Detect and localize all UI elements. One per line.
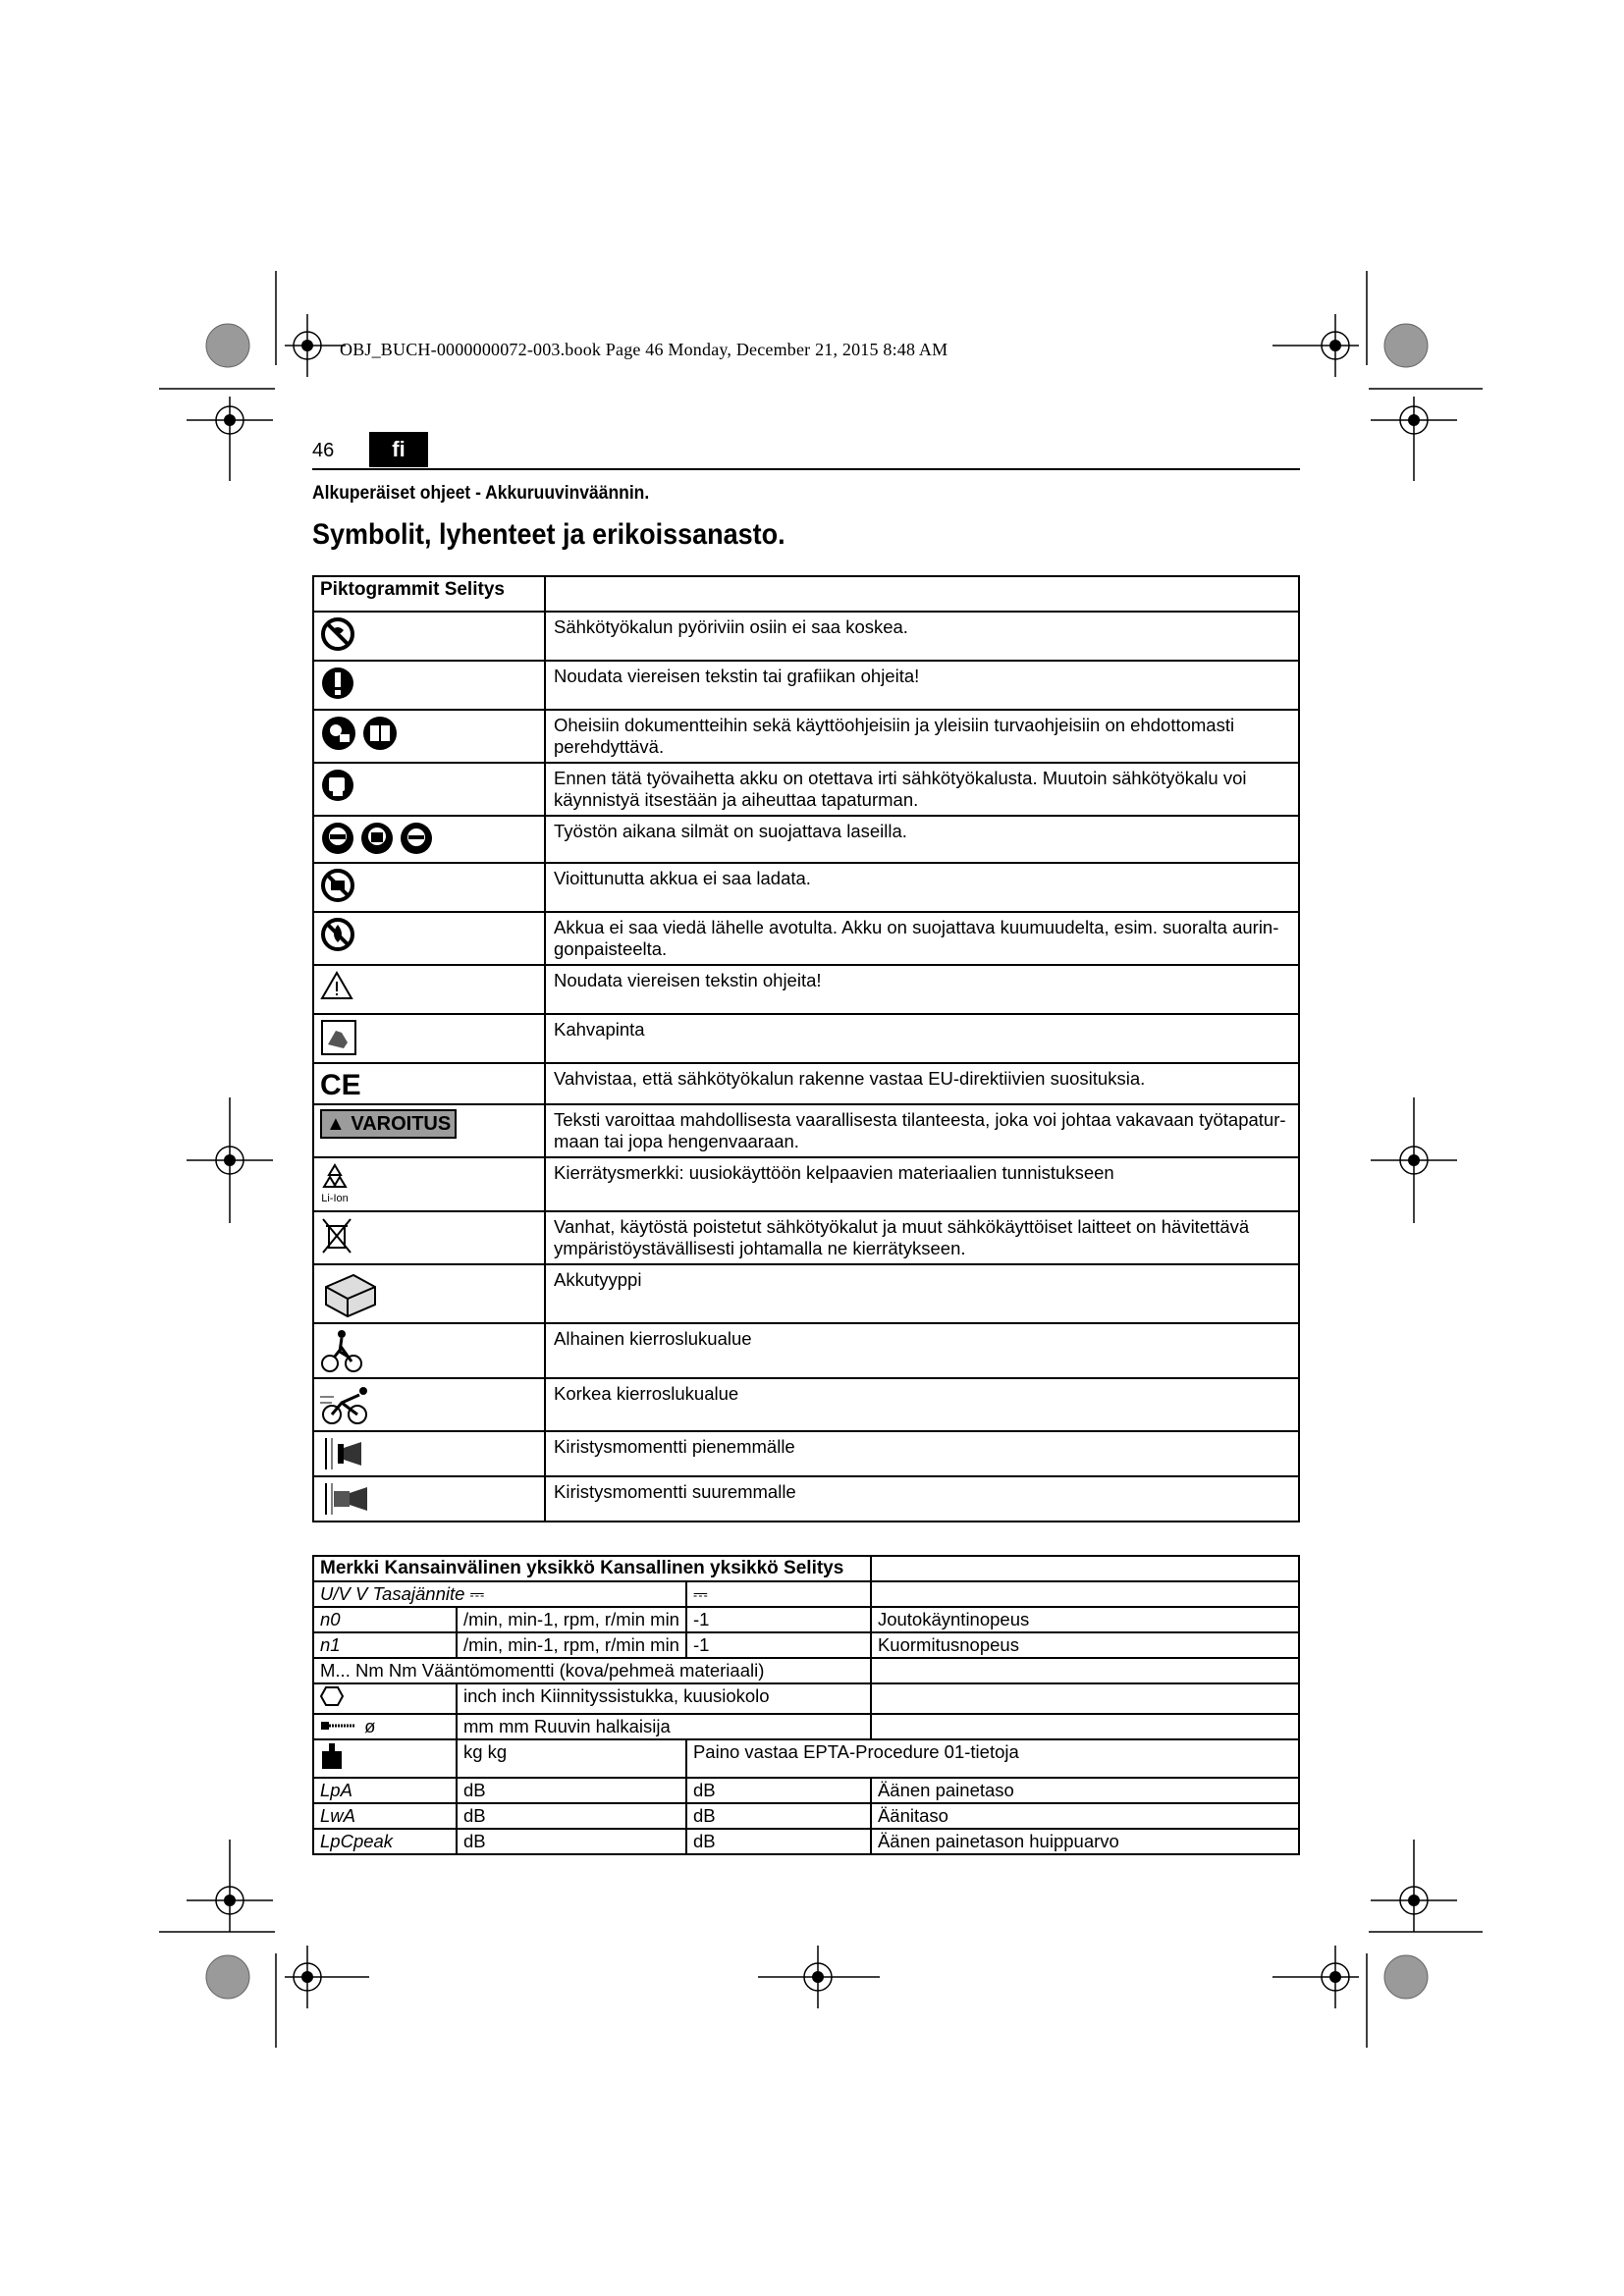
table-row: Akkutyyppi bbox=[313, 1264, 1299, 1323]
recycling-icon bbox=[320, 1162, 350, 1190]
table-row: Akkua ei saa viedä lähelle avotulta. Akku on suojattava kuumuudelta, esim. suoralta aurin-gonpaisteelta. bbox=[313, 912, 1299, 965]
table-row: Noudata viereisen tekstin ohjeita! bbox=[313, 965, 1299, 1014]
table-header: Piktogrammit Selitys bbox=[313, 576, 545, 612]
goggles-icon bbox=[399, 821, 434, 856]
warning-label-icon: ▲ VAROITUS bbox=[320, 1109, 457, 1139]
no-touch-rotating-icon bbox=[320, 616, 355, 652]
table-row: Kiristysmomentti pienemmälle bbox=[313, 1431, 1299, 1476]
table-row: n1 /min, min-1, rpm, r/min min -1 Kuormitusnopeus bbox=[313, 1632, 1299, 1658]
section-title: Symbolit, lyhenteet ja erikoissanasto. bbox=[312, 518, 785, 551]
slow-bicycle-icon bbox=[320, 1328, 365, 1373]
print-header: OBJ_BUCH-0000000072-003.book Page 46 Monday, December 21, 2015 8:48 AM bbox=[340, 340, 948, 359]
table-row: Kahvapinta bbox=[313, 1014, 1299, 1063]
table-row: Vanhat, käytöstä poistetut sähkötyökalut ja muut sähkökäyttöiset laitteet on hävitettävä ympäristöystävällisesti johtamalla ne kierrätykseen. bbox=[313, 1211, 1299, 1264]
warning-triangle-icon bbox=[320, 970, 353, 1001]
table-row bbox=[313, 1581, 1299, 1607]
table-row: Noudata viereisen tekstin tai grafiikan ohjeita! bbox=[313, 661, 1299, 710]
table-header: Merkki Kansainvälinen yksikkö Kansallinen yksikkö Selitys bbox=[313, 1556, 871, 1581]
remove-battery-icon bbox=[320, 768, 355, 803]
crossed-bin-icon bbox=[320, 1216, 353, 1255]
no-fire-icon bbox=[320, 917, 355, 952]
table-row: Li-Ion Kierrätysmerkki: uusiokäyttöön kelpaavien materiaalien tunnistukseen bbox=[313, 1157, 1299, 1211]
language-badge: fi bbox=[369, 432, 428, 467]
ce-mark-icon bbox=[320, 1068, 365, 1099]
table-row: Työstön aikana silmät on suojattava laseilla. bbox=[313, 816, 1299, 863]
table-row: ø mm mm Ruuvin halkaisija bbox=[313, 1714, 1299, 1739]
torque-lower-icon bbox=[320, 1436, 367, 1471]
pictograms-table bbox=[312, 575, 1300, 1522]
table-row: Alhainen kierroslukualue bbox=[313, 1323, 1299, 1378]
exclamation-mandatory-icon bbox=[320, 666, 355, 701]
units-table bbox=[312, 1555, 1300, 1855]
screw-icon bbox=[320, 1719, 359, 1733]
table-header-row bbox=[313, 576, 1299, 612]
table-row: Ennen tätä työvaihetta akku on otettava irti sähkötyökalusta. Muutoin sähkötyökalu voi käynnistyä itsestään ja aiheuttaa tapaturman. bbox=[313, 763, 1299, 816]
warning-triangle-icon: ▲ bbox=[326, 1113, 346, 1135]
dc-icon: ⎓ bbox=[692, 1583, 708, 1604]
table-row: M... Nm Nm Vääntömomentti (kova/pehmeä materiaali) bbox=[313, 1658, 1299, 1683]
table-row: Sähkötyökalun pyöriviin osiin ei saa koskea. bbox=[313, 612, 1299, 661]
table-row: kg kg Paino vastaa EPTA-Procedure 01-tietoja bbox=[313, 1739, 1299, 1778]
header-rule bbox=[312, 468, 1300, 470]
table-row: Vioittunutta akkua ei saa ladata. bbox=[313, 863, 1299, 912]
table-header-row bbox=[313, 1556, 1299, 1581]
table-row: ▲ VAROITUS Teksti varoittaa mahdollisesta vaarallisesta tilanteesta, joka voi johtaa vakavaan työtapatur-maan tai jopa hengenvaaraan. bbox=[313, 1104, 1299, 1157]
hexagon-icon bbox=[320, 1685, 344, 1707]
manual-book-icon bbox=[361, 715, 399, 752]
weight-icon bbox=[320, 1741, 344, 1771]
fast-bicycle-icon bbox=[320, 1383, 375, 1426]
recycling-li-ion-icon: Li-Ion bbox=[320, 1162, 350, 1204]
read-manual-icon bbox=[320, 715, 357, 752]
table-row: Kiristysmomentti suuremmalle bbox=[313, 1476, 1299, 1522]
table-row: Korkea kierroslukualue bbox=[313, 1378, 1299, 1431]
page-number: 46 bbox=[312, 440, 335, 461]
table-row: inch inch Kiinnityssistukka, kuusiokolo bbox=[313, 1683, 1299, 1714]
eye-protection-icon bbox=[320, 821, 355, 856]
table-row: Oheisiin dokumentteihin sekä käyttöohjeisiin ja yleisiin turvaohjeisiin on ehdottomasti perehdyttävä. bbox=[313, 710, 1299, 763]
dc-icon: ⎓ bbox=[469, 1583, 485, 1604]
voltage-symbol: U/V V Tasajännite bbox=[320, 1583, 465, 1604]
grip-surface-icon bbox=[320, 1019, 357, 1056]
table-row: LwA dB dB Äänitaso bbox=[313, 1803, 1299, 1829]
table-row: LpA dB dB Äänen painetaso bbox=[313, 1778, 1299, 1803]
table-row: CE Vahvistaa, että sähkötyökalun rakenne vastaa EU-direktiivien suosituksia. bbox=[313, 1063, 1299, 1104]
torque-higher-icon bbox=[320, 1481, 371, 1517]
no-charge-damaged-battery-icon bbox=[320, 868, 355, 903]
table-row: LpCpeak dB dB Äänen painetason huippuarvo bbox=[313, 1829, 1299, 1854]
table-row: n0 /min, min-1, rpm, r/min min -1 Joutokäyntinopeus bbox=[313, 1607, 1299, 1632]
document-subtitle: Alkuperäiset ohjeet - Akkuruuvinväännin. bbox=[312, 483, 650, 504]
battery-pack-icon bbox=[320, 1269, 381, 1318]
face-shield-icon bbox=[359, 821, 395, 856]
svg-text:CE: CE bbox=[320, 1069, 361, 1099]
